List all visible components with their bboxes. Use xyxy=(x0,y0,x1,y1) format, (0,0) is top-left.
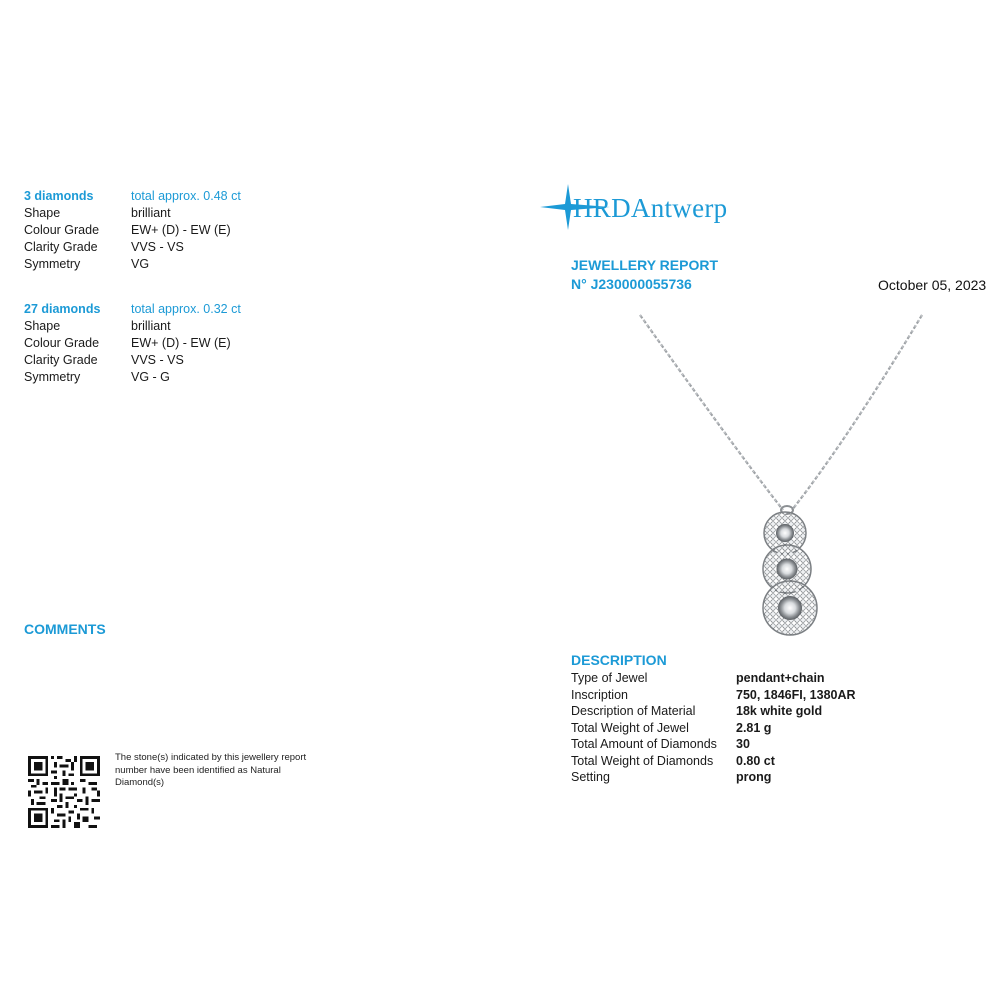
description-row xyxy=(571,720,901,737)
stone-row-label: Clarity Grade xyxy=(24,353,98,367)
stone-row-value: VVS - VS xyxy=(131,353,184,367)
natural-diamond-note: The stone(s) indicated by this jewellery report number have been identified as Natural Diamond(s) xyxy=(115,752,307,788)
description-table xyxy=(571,670,901,786)
stone-row-label: Clarity Grade xyxy=(24,240,98,254)
report-date: October 05, 2023 xyxy=(878,277,987,293)
logo-text-antwerp: Antwerp xyxy=(630,193,728,223)
stone-row-label: Colour Grade xyxy=(24,336,100,350)
stone-row-value: brilliant xyxy=(131,319,171,333)
comments-title: COMMENTS xyxy=(24,621,106,637)
description-value: 18k white gold xyxy=(736,704,823,718)
stone-total-weight: total approx. 0.48 ct xyxy=(131,189,241,203)
description-value: 750, 1846FI, 1380AR xyxy=(736,687,856,702)
description-value: prong xyxy=(736,770,772,784)
description-row xyxy=(571,769,901,786)
description-label: Total Weight of Diamonds xyxy=(571,753,714,768)
description-label: Total Weight of Jewel xyxy=(571,720,689,735)
stone-row-value: VVS - VS xyxy=(131,240,184,254)
description-label: Setting xyxy=(571,770,610,784)
description-value: 0.80 ct xyxy=(736,753,775,768)
brand-logo xyxy=(540,184,760,230)
stone-row-label: Shape xyxy=(24,206,61,220)
description-label: Description of Material xyxy=(571,704,696,718)
stone-row-label: Symmetry xyxy=(24,257,81,271)
stone-row-value: EW+ (D) - EW (E) xyxy=(131,223,231,237)
stone-total-weight: total approx. 0.32 ct xyxy=(131,302,241,316)
description-title: DESCRIPTION xyxy=(571,652,667,668)
description-row xyxy=(571,753,901,770)
report-number: N° J230000055736 xyxy=(571,276,692,292)
description-row xyxy=(571,736,901,753)
description-row xyxy=(571,703,901,720)
description-label: Type of Jewel xyxy=(571,671,648,685)
stone-row-value: brilliant xyxy=(131,206,171,220)
stone-row-label: Shape xyxy=(24,319,61,333)
stone-row-value: EW+ (D) - EW (E) xyxy=(131,336,231,350)
description-row xyxy=(571,687,901,704)
description-label: Inscription xyxy=(571,687,628,702)
logo-text-hrd: HRD xyxy=(573,193,631,223)
description-value: 2.81 g xyxy=(736,720,772,735)
stone-row-value: VG xyxy=(131,257,150,271)
description-value: 30 xyxy=(736,737,750,751)
report-title: JEWELLERY REPORT xyxy=(571,257,719,273)
stone-row-value: VG - G xyxy=(131,370,170,384)
description-label: Total Amount of Diamonds xyxy=(571,737,717,751)
stone-row-label: Colour Grade xyxy=(24,223,100,237)
qr-code-icon xyxy=(28,756,100,828)
stone-count: 27 diamonds xyxy=(24,302,101,316)
description-row xyxy=(571,670,901,687)
description-value: pendant+chain xyxy=(736,671,825,685)
stone-row-label: Symmetry xyxy=(24,370,81,384)
pendant-image xyxy=(620,305,940,645)
stone-count: 3 diamonds xyxy=(24,189,94,203)
